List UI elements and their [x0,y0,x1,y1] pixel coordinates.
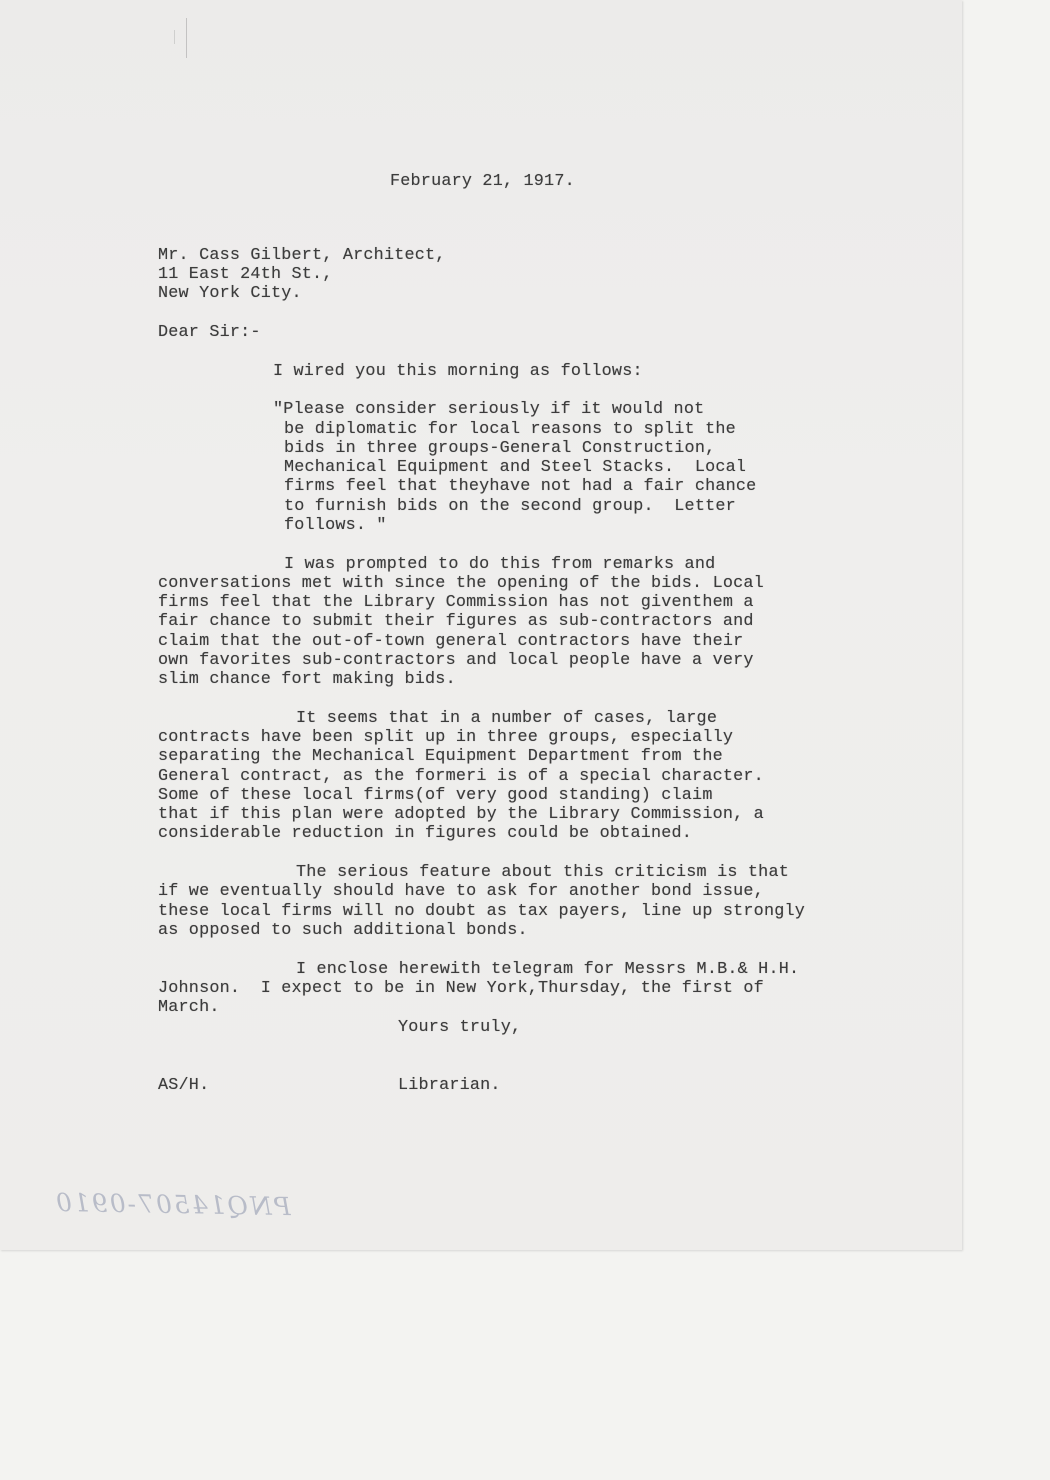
address-line: New York City. [158,284,302,303]
telegram-line: bids in three groups-General Construction, [284,439,716,458]
paragraph-line: firms feel that the Library Commission has not giventhem a [158,593,754,612]
paragraph-line: own favorites sub-contractors and local people have a very [158,651,754,670]
paragraph-line: Johnson. I expect to be in New York,Thursday, the first of [158,979,764,998]
paragraph-line: It seems that in a number of cases, large [296,709,718,728]
catalog-number-stamp: PNQ14507-0910 [53,1187,292,1222]
paragraph-line: The serious feature about this criticism is that [296,863,789,882]
paragraph-line: that if this plan were adopted by the Library Commission, a [158,805,764,824]
paragraph-line: if we eventually should have to ask for another bond issue, [158,882,764,901]
paper-mark [186,18,187,58]
telegram-line: firms feel that theyhave not had a fair chance [284,477,757,496]
paragraph-line: these local firms will no doubt as tax payers, line up strongly [158,902,806,921]
paragraph-line: I was prompted to do this from remarks and [284,555,716,574]
telegram-line: follows. " [284,516,387,535]
address-line: Mr. Cass Gilbert, Architect, [158,246,446,265]
paragraph-line: separating the Mechanical Equipment Department from the [158,747,723,766]
telegram-line: "Please consider seriously if it would not [273,400,705,419]
salutation: Dear Sir:- [158,323,261,342]
telegram-line: be diplomatic for local reasons to split the [284,420,736,439]
paragraph-line: Some of these local firms(of very good standing) claim [158,786,713,805]
paper-mark [174,30,175,44]
paragraph-line: fair chance to submit their figures as sub-contractors and [158,612,754,631]
paragraph-line: slim chance fort making bids. [158,670,456,689]
paragraph-line: General contract, as the formeri is of a special character. [158,767,764,786]
closing: Yours truly, [398,1018,522,1037]
paragraph-line: contracts have been split up in three groups, especially [158,728,734,747]
paragraph-line: considerable reduction in figures could be obtained. [158,824,693,843]
telegram-line: Mechanical Equipment and Steel Stacks. Local [284,458,747,477]
letter-date: February 21, 1917. [390,172,575,191]
intro-line: I wired you this morning as follows: [273,362,643,381]
paragraph-line: March. [158,998,220,1017]
paragraph-line: conversations met with since the opening of the bids. Local [158,574,764,593]
typist-initials: AS/H. [158,1076,210,1095]
paragraph-line: as opposed to such additional bonds. [158,921,528,940]
address-line: 11 East 24th St., [158,265,333,284]
telegram-line: to furnish bids on the second group. Letter [284,497,736,516]
paragraph-line: claim that the out-of-town general contractors have their [158,632,744,651]
paragraph-line: I enclose herewith telegram for Messrs M.B.& H.H. [296,960,800,979]
signature-title: Librarian. [398,1076,501,1095]
